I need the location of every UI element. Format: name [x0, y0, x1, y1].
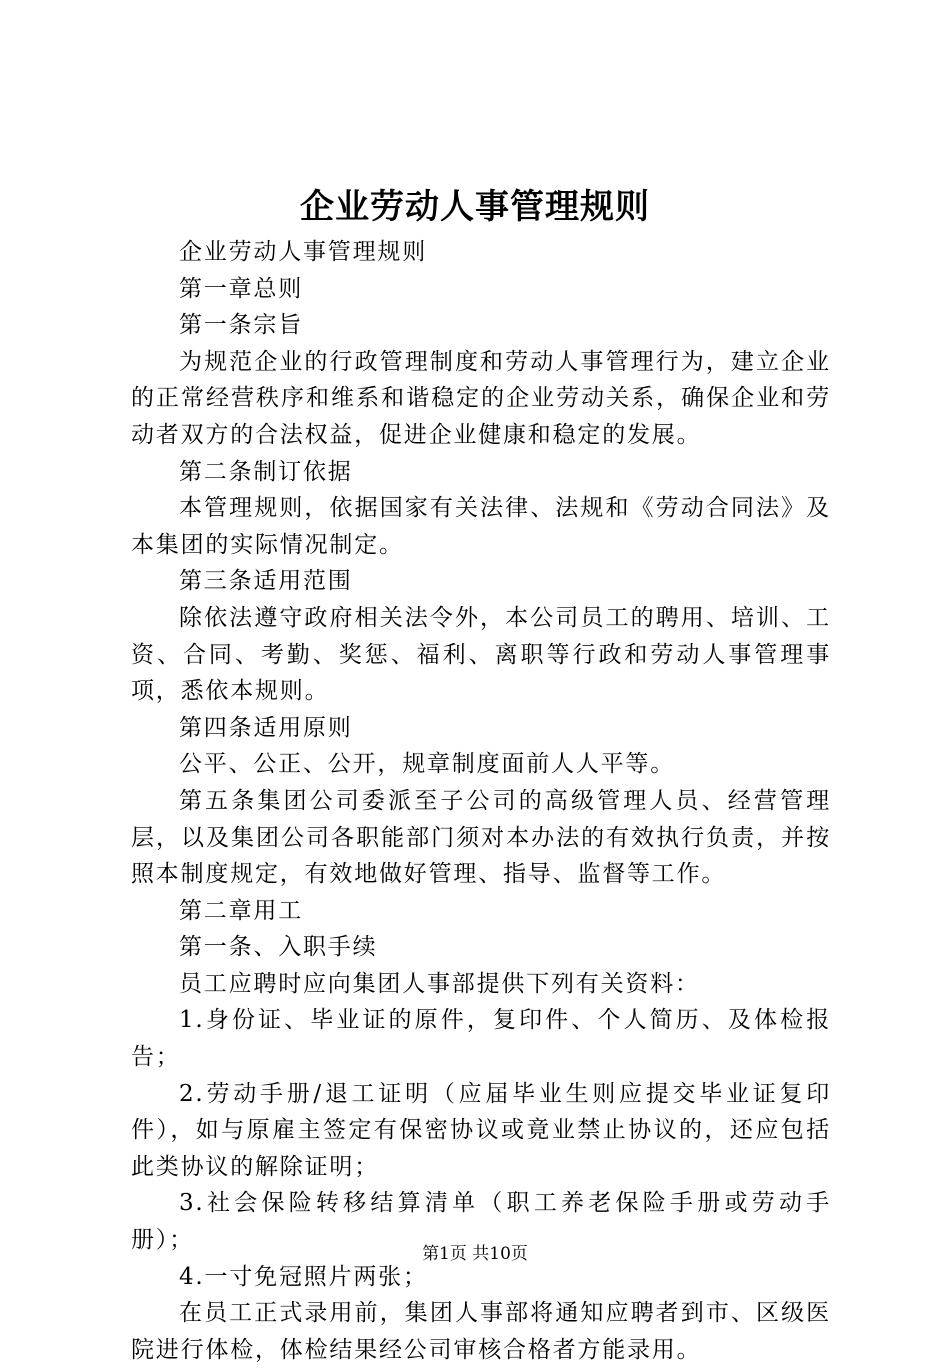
list-item: 3.社会保险转移结算清单（职工养老保险手册或劳动手册）；: [131, 1190, 831, 1254]
article-heading: 第一条、入职手续: [179, 934, 378, 961]
list-item: 2.劳动手册/退工证明（应届毕业生则应提交毕业证复印件），如与原雇主签定有保密协议或竟业禁止协议的，还应包括此类协议的解除证明；: [131, 1080, 831, 1180]
paragraph: 第五条集团公司委派至子公司的高级管理人员、经营管理层，以及集团公司各职能部门须对本办法的有效执行负责，并按照本制度规定，有效地做好管理、指导、监督等工作。: [131, 787, 831, 888]
list-item: 1.身份证、毕业证的原件，复印件、个人简历、及体检报告；: [131, 1007, 831, 1071]
paragraph: 公平、公正、公开，规章制度面前人人平等。: [179, 751, 675, 778]
document-body: [131, 234, 831, 1368]
chapter-heading: 第二章用工: [179, 897, 303, 924]
list-item: 4.一寸免冠照片两张；: [179, 1263, 428, 1290]
article-heading: 第一条宗旨: [179, 312, 303, 339]
article-heading: 第三条适用范围: [179, 568, 353, 595]
paragraph: 本管理规则，依据国家有关法律、法规和《劳动合同法》及本集团的实际情况制定。: [131, 495, 831, 558]
article-heading: 第四条适用原则: [179, 714, 353, 741]
chapter-heading: 第一章总则: [179, 275, 303, 302]
paragraph: 为规范企业的行政管理制度和劳动人事管理行为，建立企业的正常经营秩序和维系和谐稳定的企业劳动关系，确保企业和劳动者双方的合法权益，促进企业健康和稳定的发展。: [131, 348, 831, 448]
article-heading: 第二条制订依据: [179, 458, 353, 485]
paragraph: 除依法遵守政府相关法令外，本公司员工的聘用、培训、工资、合同、考勤、奖惩、福利、离职等行政和劳动人事管理事项，悉依本规则。: [131, 604, 831, 705]
paragraph: 在员工正式录用前，集团人事部将通知应聘者到市、区级医院进行体检，体检结果经公司审核合格者方能录用。: [131, 1300, 831, 1363]
page-title: 企业劳动人事管理规则: [300, 187, 650, 227]
page-footer: 第1页 共10页: [422, 1244, 528, 1264]
paragraph: 员工应聘时应向集团人事部提供下列有关资料：: [179, 970, 700, 997]
paragraph: 企业劳动人事管理规则: [179, 239, 427, 265]
